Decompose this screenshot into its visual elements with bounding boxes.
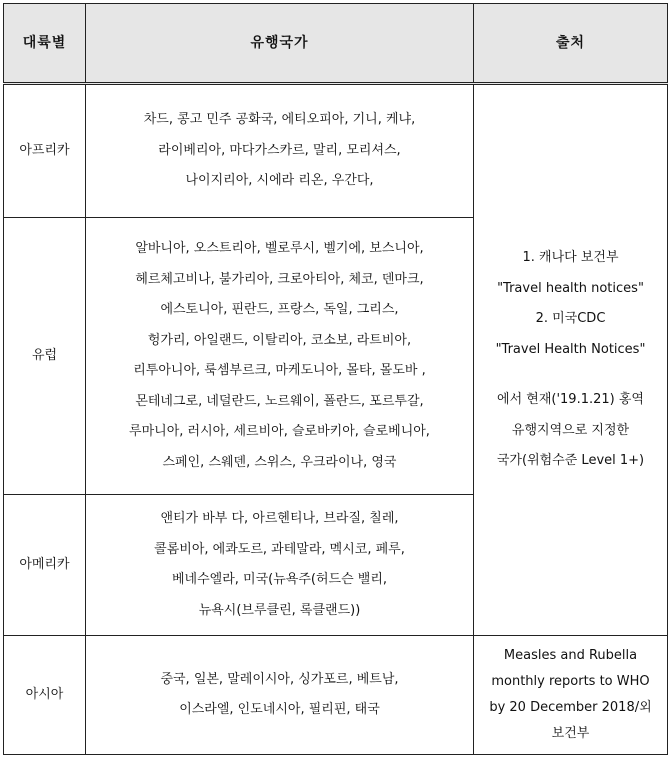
region-americas: 아메리카 (4, 495, 86, 636)
source-line: 유행지역으로 지정한 (511, 422, 630, 438)
table-row-asia (4, 636, 668, 755)
country-line: 스페인, 스웨덴, 스위스, 우크라이나, 영국 (162, 454, 397, 470)
countries-europe (86, 218, 474, 495)
country-line: 라이베리아, 마다가스카르, 말리, 모리셔스, (158, 142, 401, 158)
table-row-africa (4, 84, 668, 218)
countries-africa (86, 84, 474, 218)
measles-outbreak-table (3, 3, 668, 755)
region-europe: 유럽 (4, 218, 86, 495)
source-line: "Travel health notices" (497, 280, 644, 296)
country-line: 콜롬비아, 에콰도르, 과테말라, 멕시코, 페루, (154, 541, 405, 557)
country-line: 나이지리아, 시에라 리온, 우간다, (185, 173, 374, 189)
source-line: "Travel Health Notices" (495, 341, 646, 357)
country-line: 에스토니아, 핀란드, 프랑스, 독일, 그리스, (160, 302, 399, 317)
source-line: monthly reports to WHO (491, 674, 650, 689)
source-line: 국가(위험수준 Level 1+) (496, 453, 645, 469)
source-line: by 20 December 2018/외 (489, 700, 652, 715)
source-line: 에서 현재('19.1.21) 홍역 (497, 392, 644, 408)
region-asia: 아시아 (4, 636, 86, 755)
countries-americas (86, 495, 474, 636)
source-line: 2. 미국CDC (535, 311, 606, 327)
country-line: 루마니아, 러시아, 세르비아, 슬로바키아, 슬로베니아, (129, 424, 430, 439)
country-line: 리투아니아, 룩셈부르크, 마케도니아, 몰타, 몰도바 , (133, 363, 426, 378)
header-source: 출처 (474, 4, 668, 84)
country-line: 앤티가 바부 다, 아르헨티나, 브라질, 칠레, (160, 511, 399, 526)
country-line: 베네수엘라, 미국(뉴욕주(허드슨 밸리, (171, 572, 388, 587)
source-spacer (474, 365, 667, 385)
source-line: 1. 캐나다 보건부 (522, 250, 619, 266)
country-line: 헤르체고비나, 불가리아, 크로아티아, 체코, 덴마크, (135, 271, 424, 287)
source-shared (474, 84, 668, 636)
header-region: 대륙별 (4, 4, 86, 84)
country-line: 몬테네그로, 네덜란드, 노르웨이, 폴란드, 포르투갈, (135, 393, 424, 409)
country-line: 뉴욕시(브루클린, 록클랜드)) (198, 602, 361, 618)
source-asia (474, 636, 668, 755)
country-line: 차드, 콩고 민주 공화국, 에티오피아, 기니, 케냐, (143, 112, 416, 128)
table-header-row (4, 4, 668, 84)
country-line: 중국, 일본, 말레이시아, 싱가포르, 베트남, (160, 671, 399, 687)
source-line: Measles and Rubella (503, 648, 638, 663)
source-line: 보건부 (551, 726, 590, 741)
country-line: 이스라엘, 인도네시아, 필리핀, 태국 (179, 702, 380, 717)
region-africa: 아프리카 (4, 84, 86, 218)
country-line: 알바니아, 오스트리아, 벨로루시, 벨기에, 보스니아, (135, 241, 424, 256)
countries-asia (86, 636, 474, 755)
country-line: 헝가리, 아일랜드, 이탈리아, 코소보, 라트비아, (147, 332, 412, 348)
header-countries: 유행국가 (86, 4, 474, 84)
